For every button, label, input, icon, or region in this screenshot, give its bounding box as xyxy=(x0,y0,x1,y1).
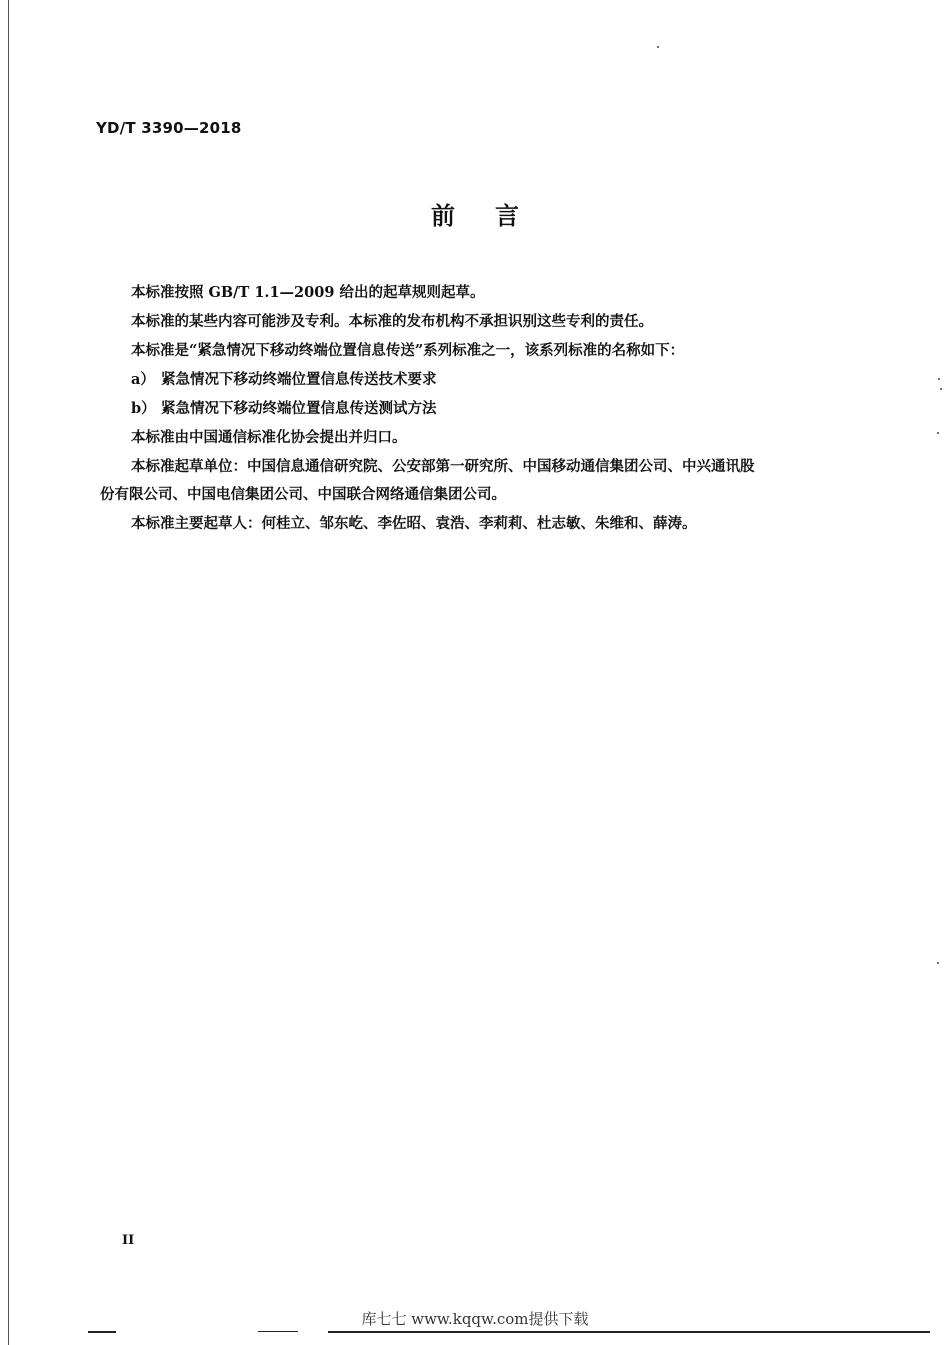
paragraph-drafting-units-continued: 份有限公司、中国电信集团公司、中国联合网络通信集团公司。 xyxy=(100,486,506,503)
list-item-label: a） xyxy=(131,371,155,388)
paragraph-series-intro: 本标准是“紧急情况下移动终端位置信息传送”系列标准之一，该系列标准的名称如下： xyxy=(131,342,685,359)
page-title: 前言 xyxy=(431,201,559,230)
list-item-text: 紧急情况下移动终端位置信息传送技术要求 xyxy=(161,371,437,388)
paragraph-drafters: 本标准主要起草人：何桂立、邹东屹、李佐昭、袁浩、李莉莉、杜志敏、朱维和、薛涛。 xyxy=(131,515,697,532)
list-item-text: 紧急情况下移动终端位置信息传送测试方法 xyxy=(161,400,437,417)
list-item xyxy=(131,368,437,389)
paragraph-centralized: 本标准由中国通信标准化协会提出并归口。 xyxy=(131,429,407,446)
paragraph-drafting-units: 本标准起草单位：中国信息通信研究院、公安部第一研究所、中国移动通信集团公司、中兴通讯股 xyxy=(131,458,755,475)
page-number: II xyxy=(122,1233,135,1248)
list-item xyxy=(131,397,437,418)
scan-speck xyxy=(938,378,940,380)
scan-speck xyxy=(937,962,939,964)
scan-speck xyxy=(937,432,939,434)
footer-rule-segment xyxy=(88,1331,116,1333)
list-item-label: b） xyxy=(131,400,156,417)
standard-code: YD/T 3390—2018 xyxy=(96,119,242,137)
footer-watermark: 库七七 www.kqqw.com提供下载 xyxy=(361,1310,589,1328)
paragraph-drafting-rules: 本标准按照 GB/T 1.1—2009 给出的起草规则起草。 xyxy=(131,284,485,301)
footer-rule xyxy=(328,1331,930,1333)
footer-rule-segment xyxy=(258,1331,298,1332)
scan-speck xyxy=(657,46,659,48)
scan-speck xyxy=(940,388,942,390)
paragraph-patent-notice: 本标准的某些内容可能涉及专利。本标准的发布机构不承担识别这些专利的责任。 xyxy=(131,313,653,330)
